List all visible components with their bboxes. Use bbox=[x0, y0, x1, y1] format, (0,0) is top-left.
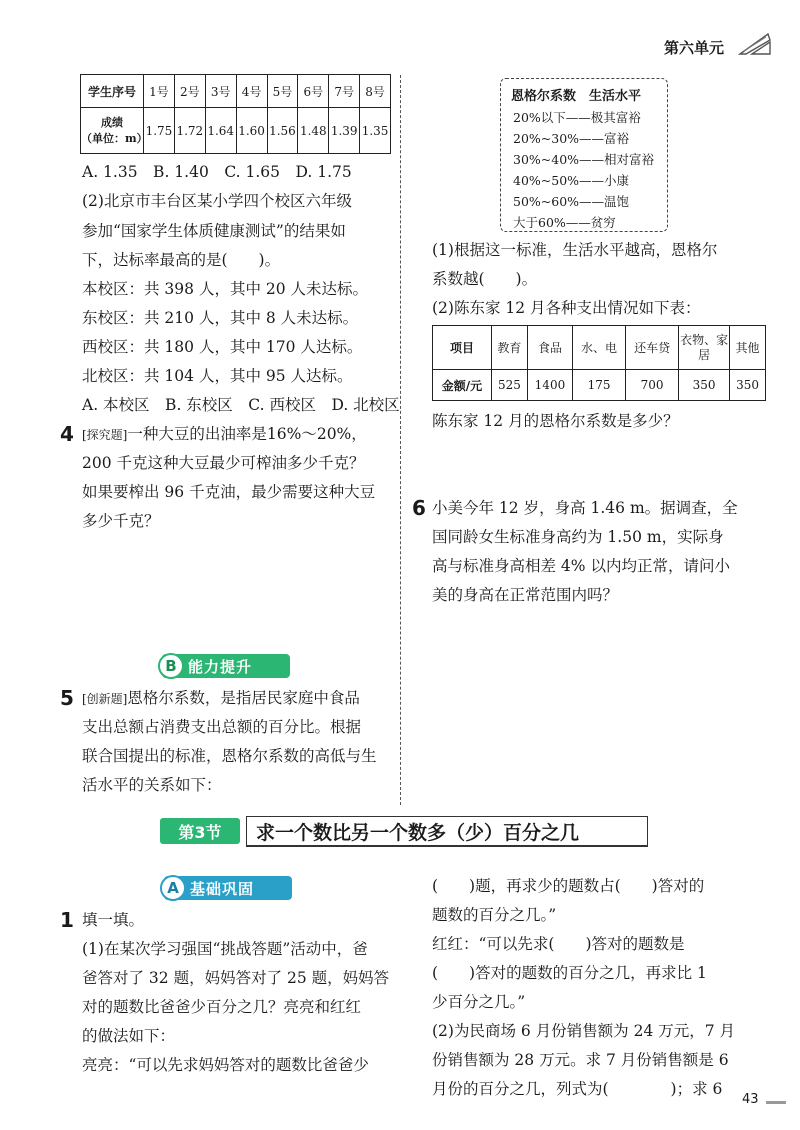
text-line: (2)陈东家 12 月各种支出情况如下表： bbox=[432, 299, 701, 317]
table-header-cell: 还车贷 bbox=[626, 326, 679, 370]
text-line: 小美今年 12 岁，身高 1.46 m。据调查，全 bbox=[432, 499, 738, 517]
section-badge: 第3节 bbox=[160, 818, 240, 844]
text-line: 如果要榨出 96 千克油，最少需要这种大豆 bbox=[82, 483, 376, 501]
page-marker bbox=[766, 1101, 786, 1104]
section-badge-b bbox=[162, 654, 290, 678]
question-line bbox=[82, 688, 360, 709]
text-line: (1)在某次学习强国“挑战答题”活动中，爸 bbox=[82, 940, 368, 958]
section-title: 能力提升 bbox=[188, 657, 253, 676]
text-line: 活水平的关系如下： bbox=[82, 776, 222, 794]
text-line: 的做法如下： bbox=[82, 1027, 176, 1045]
table-header-cell: 衣物、家居 bbox=[679, 326, 730, 370]
column-divider bbox=[400, 75, 401, 805]
question-tag: [探究题] bbox=[82, 428, 128, 442]
options-row: A. 本校区 B. 东校区 C. 西校区 D. 北校区 bbox=[82, 396, 400, 414]
section-title: 基础巩固 bbox=[190, 879, 255, 898]
table-cell: 350 bbox=[679, 370, 730, 401]
list-item: 20%~30%——富裕 bbox=[513, 131, 630, 146]
list-item: 30%~40%——相对富裕 bbox=[513, 152, 655, 167]
list-item: 20%以下——极其富裕 bbox=[513, 110, 641, 125]
section-title: 求一个数比另一个数多（少）百分之几 bbox=[256, 822, 580, 844]
section-title-bar bbox=[160, 816, 658, 846]
table-row bbox=[433, 326, 766, 370]
text-line: 月份的百分之几，列式为( )；求 6 bbox=[432, 1080, 723, 1098]
question-line bbox=[82, 424, 367, 445]
text-line: 恩格尔系数，是指居民家庭中食品 bbox=[127, 689, 360, 707]
text-line: 对的题数比爸爸少百分之几？亮亮和红红 bbox=[82, 998, 362, 1016]
text-line: 少百分之几。” bbox=[432, 993, 526, 1011]
table-header-cell bbox=[81, 108, 148, 154]
table-header-cell: 水、电 bbox=[573, 326, 626, 370]
section-letter: A bbox=[160, 875, 186, 901]
engel-standard-box bbox=[500, 78, 668, 232]
box-header: 恩格尔系数 生活水平 bbox=[511, 89, 642, 104]
student-score-table bbox=[80, 74, 391, 154]
table-cell: 1.72 bbox=[174, 108, 205, 154]
table-cell: 1.48 bbox=[298, 108, 329, 154]
expense-table bbox=[432, 325, 766, 401]
text-line: 支出总额占消费支出总额的百分比。根据 bbox=[82, 718, 362, 736]
text-line: (2)北京市丰台区某小学四个校区六年级 bbox=[82, 192, 352, 210]
table-cell: 1.60 bbox=[236, 108, 267, 154]
section-badge-a bbox=[164, 876, 292, 900]
campus-item: 本校区：共 398 人，其中 20 人未达标。 bbox=[82, 280, 369, 298]
text-line: 亮亮：“可以先求妈妈答对的题数比爸爸少 bbox=[82, 1056, 369, 1074]
box-list bbox=[513, 107, 654, 233]
text-line: 系数越( )。 bbox=[432, 270, 538, 288]
table-cell: 5号 bbox=[267, 75, 298, 108]
campus-item: 北校区：共 104 人，其中 95 人达标。 bbox=[82, 367, 353, 385]
question-number: 4 bbox=[60, 422, 74, 446]
table-cell: 700 bbox=[626, 370, 679, 401]
text-line: 参加“国家学生体质健康测试”的结果如 bbox=[82, 222, 346, 240]
list-item: 40%~50%——小康 bbox=[513, 173, 630, 188]
table-cell: 175 bbox=[573, 370, 626, 401]
table-cell: 1.56 bbox=[267, 108, 298, 154]
table-cell: 1.75 bbox=[144, 108, 175, 154]
text-line: 多少千克？ bbox=[82, 512, 160, 530]
question-number: 1 bbox=[60, 908, 74, 932]
table-header-cell: 其他 bbox=[730, 326, 766, 370]
table-cell: 525 bbox=[492, 370, 528, 401]
options-row: A. 1.35 B. 1.40 C. 1.65 D. 1.75 bbox=[82, 163, 352, 181]
section-letter: B bbox=[158, 653, 184, 679]
campus-item: 西校区：共 180 人，其中 170 人达标。 bbox=[82, 338, 363, 356]
table-header-cell: 金额/元 bbox=[433, 370, 492, 401]
list-item: 50%~60%——温饱 bbox=[513, 194, 630, 209]
text-line: 美的身高在正常范围内吗？ bbox=[432, 586, 619, 604]
table-cell: 1.64 bbox=[205, 108, 236, 154]
text-line: 爸答对了 32 题，妈妈答对了 25 题，妈妈答 bbox=[82, 969, 390, 987]
table-row bbox=[81, 108, 391, 154]
text-line: (1)根据这一标准，生活水平越高，恩格尔 bbox=[432, 241, 718, 259]
table-row bbox=[81, 75, 391, 108]
table-row bbox=[433, 370, 766, 401]
table-cell: 7号 bbox=[329, 75, 360, 108]
text-line: 题数的百分之几。” bbox=[432, 906, 557, 924]
unit-title: 第六单元 bbox=[664, 39, 725, 57]
ruler-icon bbox=[738, 30, 772, 56]
text-line: 红红：“可以先求( )答对的题数是 bbox=[432, 935, 685, 953]
text-line: 高与标准身高相差 4% 以内均正常，请问小 bbox=[432, 557, 730, 575]
text-line: 陈东家 12 月的恩格尔系数是多少？ bbox=[432, 412, 679, 430]
text-line: (2)为民商场 6 月份销售额为 24 万元，7 月 bbox=[432, 1022, 736, 1040]
text-line: 一种大豆的出油率是16%～20%， bbox=[127, 425, 367, 443]
table-cell: 1号 bbox=[144, 75, 175, 108]
table-header-cell: 教育 bbox=[492, 326, 528, 370]
text-line: 填一填。 bbox=[82, 911, 145, 929]
text-line: 下，达标率最高的是( )。 bbox=[82, 251, 281, 269]
table-cell: 1400 bbox=[527, 370, 572, 401]
text-line: ( )答对的题数的百分之几，再求比 1 bbox=[432, 964, 707, 982]
text-line: 份销售额为 28 万元。求 7 月份销售额是 6 bbox=[432, 1051, 729, 1069]
label-line: 成绩 bbox=[101, 115, 123, 129]
table-cell: 1.35 bbox=[360, 108, 391, 154]
list-item: 大于60%——贫穷 bbox=[513, 215, 616, 230]
text-line: 200 千克这种大豆最少可榨油多少千克？ bbox=[82, 454, 365, 472]
table-header-cell: 食品 bbox=[527, 326, 572, 370]
table-header-cell: 项目 bbox=[433, 326, 492, 370]
table-cell: 8号 bbox=[360, 75, 391, 108]
table-header-cell: 学生序号 bbox=[81, 75, 144, 108]
text-line: 联合国提出的标准，恩格尔系数的高低与生 bbox=[82, 747, 377, 765]
table-cell: 350 bbox=[730, 370, 766, 401]
table-cell: 3号 bbox=[205, 75, 236, 108]
table-cell: 6号 bbox=[298, 75, 329, 108]
text-line: 国同龄女生标准身高约为 1.50 m，实际身 bbox=[432, 528, 724, 546]
table-cell: 1.39 bbox=[329, 108, 360, 154]
table-cell: 4号 bbox=[236, 75, 267, 108]
campus-item: 东校区：共 210 人，其中 8 人未达标。 bbox=[82, 309, 359, 327]
table-cell: 2号 bbox=[174, 75, 205, 108]
question-tag: [创新题] bbox=[82, 692, 128, 706]
page-number: 43 bbox=[742, 1092, 759, 1107]
text-line: ( )题，再求少的题数占( )答对的 bbox=[432, 877, 705, 895]
label-line: （单位：m） bbox=[81, 131, 148, 145]
question-number: 5 bbox=[60, 686, 74, 710]
question-number: 6 bbox=[412, 496, 426, 520]
